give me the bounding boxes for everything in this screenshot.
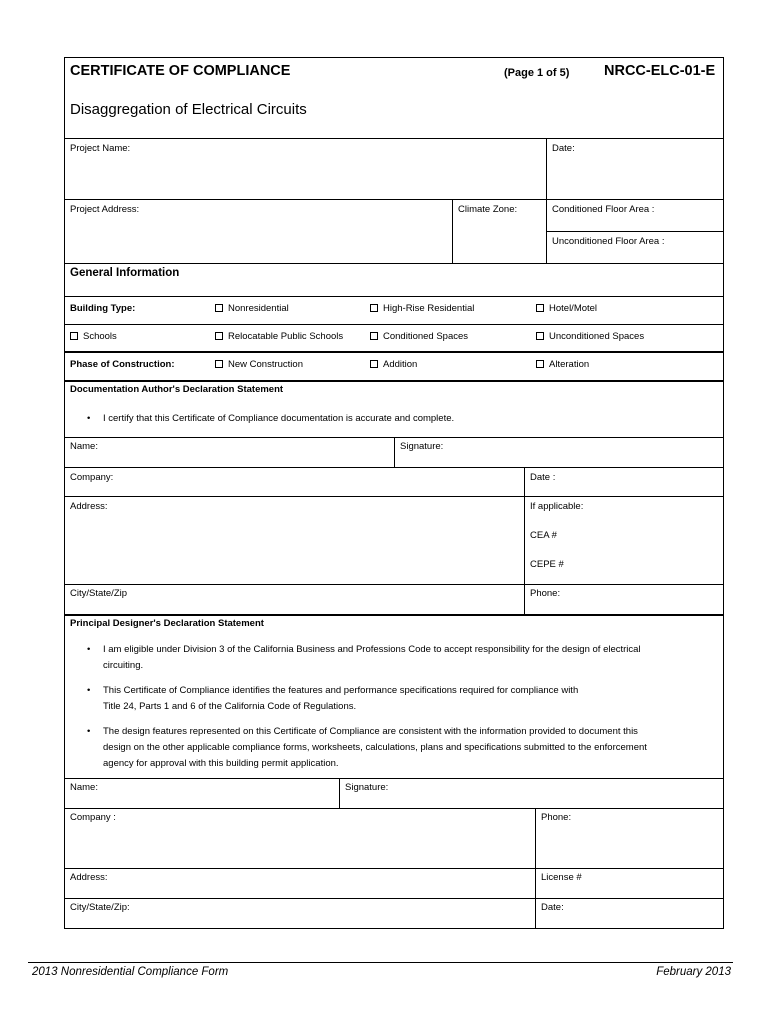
footer-form-name: 2013 Nonresidential Compliance Form xyxy=(32,966,229,978)
form-subtitle: Disaggregation of Electrical Circuits xyxy=(70,101,307,118)
designer-city-row xyxy=(65,898,723,928)
bullet-line: agency for approval with this building permit application. xyxy=(103,758,339,769)
option-label: New Construction xyxy=(228,359,303,370)
project-address-field[interactable] xyxy=(65,200,452,263)
designer-name-field[interactable] xyxy=(65,779,339,808)
conditioned-floor-area-label: Conditioned Floor Area : xyxy=(552,204,655,215)
author-company-label: Company: xyxy=(70,472,114,483)
option-label: Unconditioned Spaces xyxy=(549,331,645,342)
author-declaration-section: Documentation Author's Declaration Statement • I certify that this Certificate of Compliance documentation is accurate and complete. xyxy=(65,380,723,437)
unconditioned-floor-area-field[interactable] xyxy=(547,231,723,263)
option-relocatable[interactable] xyxy=(215,331,343,342)
project-address-label: Project Address: xyxy=(70,204,140,215)
option-label: Nonresidential xyxy=(228,303,289,314)
designer-declaration-heading: Principal Designer's Declaration Statement xyxy=(70,618,264,629)
general-info-heading-row xyxy=(65,263,723,296)
author-phone-label: Phone: xyxy=(530,588,561,599)
checkbox-icon[interactable] xyxy=(370,360,378,368)
conditioned-floor-area-field[interactable] xyxy=(547,200,723,232)
author-name-field[interactable] xyxy=(65,438,394,467)
option-schools[interactable] xyxy=(70,331,117,342)
author-company-field[interactable] xyxy=(65,468,524,496)
project-date-label: Date: xyxy=(552,143,575,154)
footer-date: February 2013 xyxy=(656,966,731,978)
page-indicator: (Page 1 of 5) xyxy=(504,67,570,79)
author-statement-text: I certify that this Certificate of Compliance documentation is accurate and complete. xyxy=(103,413,455,424)
designer-city-label: City/State/Zip: xyxy=(70,902,130,913)
option-highrise[interactable] xyxy=(370,303,474,314)
option-new-construction[interactable] xyxy=(215,359,303,370)
building-type-row-2 xyxy=(65,324,723,351)
designer-phone-label: Phone: xyxy=(541,812,572,823)
checkbox-icon[interactable] xyxy=(536,332,544,340)
if-applicable-label: If applicable: xyxy=(530,501,584,512)
checkbox-icon[interactable] xyxy=(370,304,378,312)
designer-address-row xyxy=(65,868,723,898)
option-label: Addition xyxy=(383,359,418,370)
option-nonresidential[interactable] xyxy=(215,303,289,314)
option-label: High-Rise Residential xyxy=(383,303,475,314)
bullet-line: I am eligible under Division 3 of the California Business and Professions Code to accept responsibility for the design of electrical xyxy=(103,644,641,655)
author-signature-label: Signature: xyxy=(400,441,444,452)
phase-label: Phase of Construction: xyxy=(70,359,175,370)
bullet-line: design on the other applicable compliance forms, worksheets, calculations, plans and specifications submitted to the enforcement xyxy=(103,742,647,753)
designer-company-row xyxy=(65,808,723,868)
building-type-row xyxy=(65,296,723,324)
unconditioned-floor-area-label: Unconditioned Floor Area : xyxy=(552,236,665,247)
designer-declaration-section: Principal Designer's Declaration Statement • I am eligible under Division 3 of the California Business and Professions Code to accept responsibility for the design of electrical circuiting. • This Certificate of Compliance identifies the features and performance specifications required for compliance with Title 24, Parts 1 and 6 of the California Code of Regulations. • The design features represented on this Certificate of Compliance are consistent with the information provided to document this design on the other applicable compliance forms, worksheets, calculations, plans and specifications submitted to the enforcement agency for approval with this building permit application. xyxy=(65,614,723,778)
option-alteration[interactable] xyxy=(536,359,589,370)
designer-company-field[interactable] xyxy=(65,809,535,868)
bullet-line: The design features represented on this Certificate of Compliance are consistent with the information provided to document this xyxy=(103,726,638,737)
designer-address-field[interactable] xyxy=(65,869,535,898)
designer-city-field[interactable] xyxy=(65,899,535,928)
bullet-line: circuiting. xyxy=(103,660,144,671)
option-conditioned[interactable] xyxy=(370,331,468,342)
designer-name-label: Name: xyxy=(70,782,98,793)
designer-license-label: License # xyxy=(541,872,582,883)
author-signature-field[interactable] xyxy=(394,438,723,467)
bullet-line: This Certificate of Compliance identifies the features and performance specifications required for compliance with xyxy=(103,685,579,696)
designer-license-field[interactable] xyxy=(535,869,723,898)
climate-zone-field[interactable] xyxy=(452,200,546,263)
general-info-heading: General Information xyxy=(70,267,180,279)
option-unconditioned[interactable] xyxy=(536,331,644,342)
author-date-label: Date : xyxy=(530,472,556,483)
author-name-label: Name: xyxy=(70,441,98,452)
option-label: Conditioned Spaces xyxy=(383,331,469,342)
footer-divider xyxy=(28,962,733,963)
project-name-field[interactable] xyxy=(65,139,546,199)
option-hotel[interactable] xyxy=(536,303,597,314)
form-id: NRCC-ELC-01-E xyxy=(604,63,716,79)
form-title: CERTIFICATE OF COMPLIANCE xyxy=(70,63,291,79)
author-name-row xyxy=(65,437,723,467)
designer-company-label: Company : xyxy=(70,812,116,823)
designer-phone-field[interactable] xyxy=(535,809,723,868)
author-phone-field[interactable] xyxy=(524,585,723,614)
cepe-label: CEPE # xyxy=(530,559,564,570)
bullet-line: Title 24, Parts 1 and 6 of the California Code of Regulations. xyxy=(103,701,357,712)
climate-zone-label: Climate Zone: xyxy=(458,204,518,215)
building-type-label: Building Type: xyxy=(70,303,136,314)
author-address-row xyxy=(65,496,723,584)
checkbox-icon[interactable] xyxy=(215,332,223,340)
option-label: Hotel/Motel xyxy=(549,303,598,314)
floor-area-cell xyxy=(546,200,723,263)
designer-signature-label: Signature: xyxy=(345,782,389,793)
option-label: Schools xyxy=(83,331,117,342)
option-label: Alteration xyxy=(549,359,590,370)
project-name-row xyxy=(65,138,723,199)
author-company-row xyxy=(65,467,723,496)
designer-signature-field[interactable] xyxy=(339,779,723,808)
checkbox-icon[interactable] xyxy=(536,304,544,312)
checkbox-icon[interactable] xyxy=(215,360,223,368)
designer-name-row xyxy=(65,778,723,808)
author-certification-field[interactable] xyxy=(524,497,723,584)
designer-date-field[interactable] xyxy=(535,899,723,928)
author-address-label: Address: xyxy=(70,501,108,512)
checkbox-icon[interactable] xyxy=(370,332,378,340)
author-declaration-heading: Documentation Author's Declaration Statement xyxy=(70,384,284,395)
author-date-field[interactable] xyxy=(524,468,723,496)
designer-date-label: Date: xyxy=(541,902,564,913)
project-name-label: Project Name: xyxy=(70,143,131,154)
project-date-field[interactable] xyxy=(546,139,723,199)
author-address-field[interactable] xyxy=(65,497,524,584)
author-city-row xyxy=(65,584,723,614)
option-addition[interactable] xyxy=(370,359,417,370)
option-label: Relocatable Public Schools xyxy=(228,331,344,342)
author-city-label: City/State/Zip xyxy=(70,588,128,599)
checkbox-icon[interactable] xyxy=(536,360,544,368)
designer-address-label: Address: xyxy=(70,872,108,883)
compliance-form xyxy=(64,57,724,929)
checkbox-icon[interactable] xyxy=(70,332,78,340)
author-city-field[interactable] xyxy=(65,585,524,614)
phase-row xyxy=(65,351,723,380)
checkbox-icon[interactable] xyxy=(215,304,223,312)
project-address-row xyxy=(65,199,723,263)
cea-label: CEA # xyxy=(530,530,557,541)
